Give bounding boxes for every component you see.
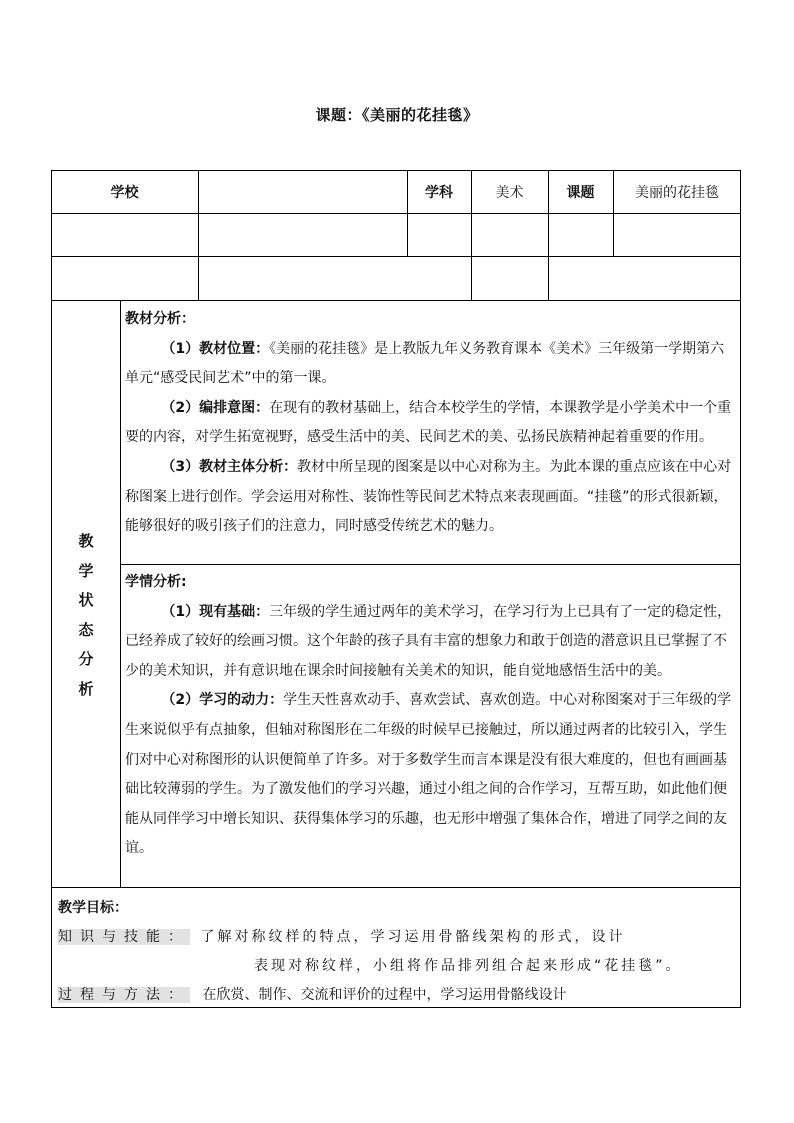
col-divider (120, 300, 121, 887)
material-p1-label: （1）教材位置： (161, 340, 270, 357)
knowledge-text-2: 表现对称纹样，小组将作品排列组合起来形成“花挂毯”。 (254, 958, 683, 974)
material-heading: 教材分析： (125, 311, 195, 327)
page-title: 课题：《美丽的花挂毯》 (315, 106, 479, 124)
state-char: 学 (78, 561, 94, 580)
student-paragraph (125, 686, 737, 864)
student-p2-label: （2）学习的动力： (161, 692, 284, 709)
material-p2-text: 在现有的教材基础上，结合本校学生的学情，本课教学是小学美术中一个重要的内容，对学生拓宽视野，感受生活中的美、民间艺术的美、弘扬民族精神起着重要的作用。 (125, 399, 732, 446)
row-divider (51, 300, 741, 301)
row-divider (51, 256, 741, 257)
material-p2-label: （2）编排意图： (161, 399, 270, 416)
row-divider (51, 887, 741, 888)
material-paragraph (125, 394, 737, 453)
knowledge-skills (58, 926, 740, 948)
knowledge-skills-cont (58, 955, 740, 977)
state-char: 教 (78, 532, 94, 550)
material-p3-text: 教材中所呈现的图案是以中心对称为主。为此本课的重点应该在中心对称图案上进行创作。学会运用对称性、装饰性等民间艺术特点来表现画面。“挂毯”的形式很新颖，能够很好的吸引孩子们的注意力，同时感受传统艺术的魅力。 (125, 458, 732, 535)
subject-value: 美术 (495, 184, 524, 201)
state-char: 分 (78, 650, 94, 669)
row-divider (51, 213, 741, 214)
state-char: 状 (78, 591, 94, 610)
material-paragraph (125, 453, 737, 542)
material-p3-label: （3）教材主体分析： (161, 458, 298, 475)
material-p1-text: 《美丽的花挂毯》是上教版九年义务教育课本《美术》三年级第一学期第六单元“感受民间艺术”中的第一课。 (125, 340, 725, 387)
process-methods (58, 984, 740, 1006)
topic-label: 课题 (566, 184, 595, 201)
student-p1-label: （1）现有基础： (161, 603, 270, 620)
state-char: 态 (78, 620, 94, 639)
knowledge-text-1: 了解对称纹样的特点，学习运用骨骼线架构的形式，设计 (200, 929, 626, 945)
state-char: 析 (78, 679, 94, 698)
material-analysis (125, 305, 737, 542)
row-divider (120, 564, 741, 565)
material-paragraph (125, 335, 737, 394)
school-label: 学校 (110, 184, 139, 201)
subject-label: 学科 (425, 184, 453, 201)
goals-heading: 教学目标： (58, 900, 128, 916)
process-label: 过程与方法： (58, 987, 190, 1003)
student-p1-text: 三年级的学生通过两年的美术学习，在学习行为上已具有了一定的稳定性，已经养成了较好的绘画习惯。这个年龄的孩子具有丰富的想象力和敢于创造的潜意识且已掌握了不少的美术知识，并有意识地在课余时间接触有关美术的知识，能自觉地感悟生活中的美。 (125, 603, 732, 679)
student-p2-text: 学生天性喜欢动手、喜欢尝试、喜欢创造。中心对称图案对于三年级的学生来说似乎有点抽象，但轴对称图形在二年级的时候早已接触过，所以通过两者的比较引入，学生们对中心对称图形的认识便简单了许多。对于多数学生而言本课是没有很大难度的，但也有画画基础比较薄弱的学生。为了激发他们的学习兴趣，通过小组之间的合作学习，互帮互助，如此他们便能从同伴学习中增长知识、获得集体学习的乐趣，也无形中增强了集体合作，增进了同学之间的友谊。 (125, 692, 732, 857)
student-analysis (125, 568, 737, 864)
student-heading: 学情分析: (125, 574, 187, 590)
process-text: 在欣赏、制作、交流和评价的过程中，学习运用骨骼线设计 (202, 987, 567, 1003)
student-paragraph (125, 598, 737, 687)
knowledge-label: 知识与技能： (58, 929, 190, 945)
topic-value: 美丽的花挂毯 (635, 184, 719, 201)
school-value (198, 170, 407, 213)
teaching-state-analysis-label (52, 527, 120, 705)
